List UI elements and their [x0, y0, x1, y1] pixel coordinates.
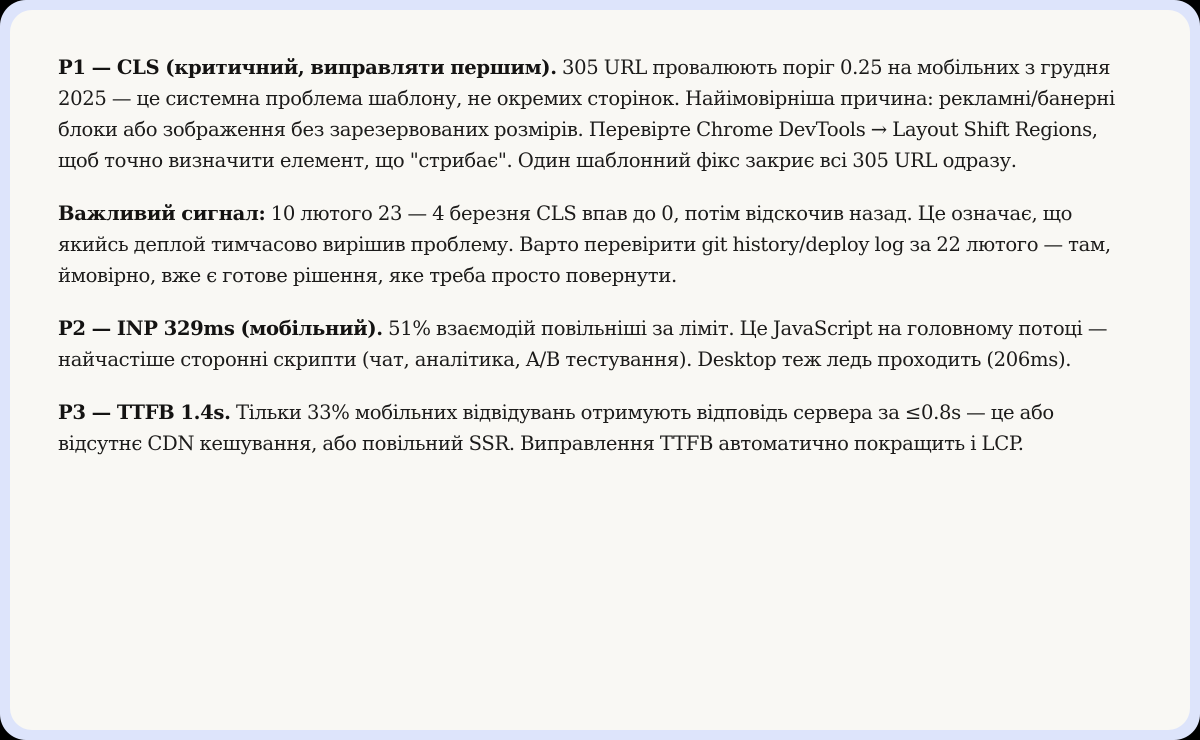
paragraph-body-p1: 305 URL провалюють поріг 0.25 на мобільних з грудня 2025 — це системна проблема шаблону, не окремих сторінок. Найімовірніша причина: рекламні/банерні блоки або зображення без зарезервованих розмірів. Перевірте Chrome DevTools → Layout Shift Regions, щоб точно визначити елемент, що "стрибає". Один шаблонний фікс закриє всі 305 URL одразу. [58, 56, 1115, 172]
paragraph-lead-p3: P3 — TTFB 1.4s. [58, 401, 231, 424]
paragraph-body-signal: 10 лютого 23 — 4 березня CLS впав до 0, потім відскочив назад. Це означає, що якийсь деплой тимчасово вирішив проблему. Варто перевірити git history/deploy log за 22 лютого — там, ймовірно, вже є готове рішення, яке треба просто повернути. [58, 202, 1111, 287]
paragraph-lead-p2: P2 — INP 329ms (мобільний). [58, 317, 383, 340]
paragraph-body-p2: 51% взаємодій повільніші за ліміт. Це JavaScript на головному потоці — найчастіше сторонні скрипти (чат, аналітика, A/B тестування). Desktop теж ледь проходить (206ms). [58, 317, 1108, 371]
paragraph-lead-p1: P1 — CLS (критичний, виправляти першим). [58, 56, 557, 79]
paragraph-body-p3: Тільки 33% мобільних відвідувань отримують відповідь сервера за ≤0.8s — це або відсутнє CDN кешування, або повільний SSR. Виправлення TTFB автоматично покращить і LCP. [58, 401, 1054, 455]
paragraph-p1-cls [58, 52, 1142, 176]
message-card [10, 10, 1190, 730]
paragraph-p3-ttfb [58, 397, 1142, 459]
paragraph-p2-inp [58, 313, 1142, 375]
paragraph-lead-signal: Важливий сигнал: [58, 202, 266, 225]
paragraph-important-signal [58, 198, 1142, 291]
